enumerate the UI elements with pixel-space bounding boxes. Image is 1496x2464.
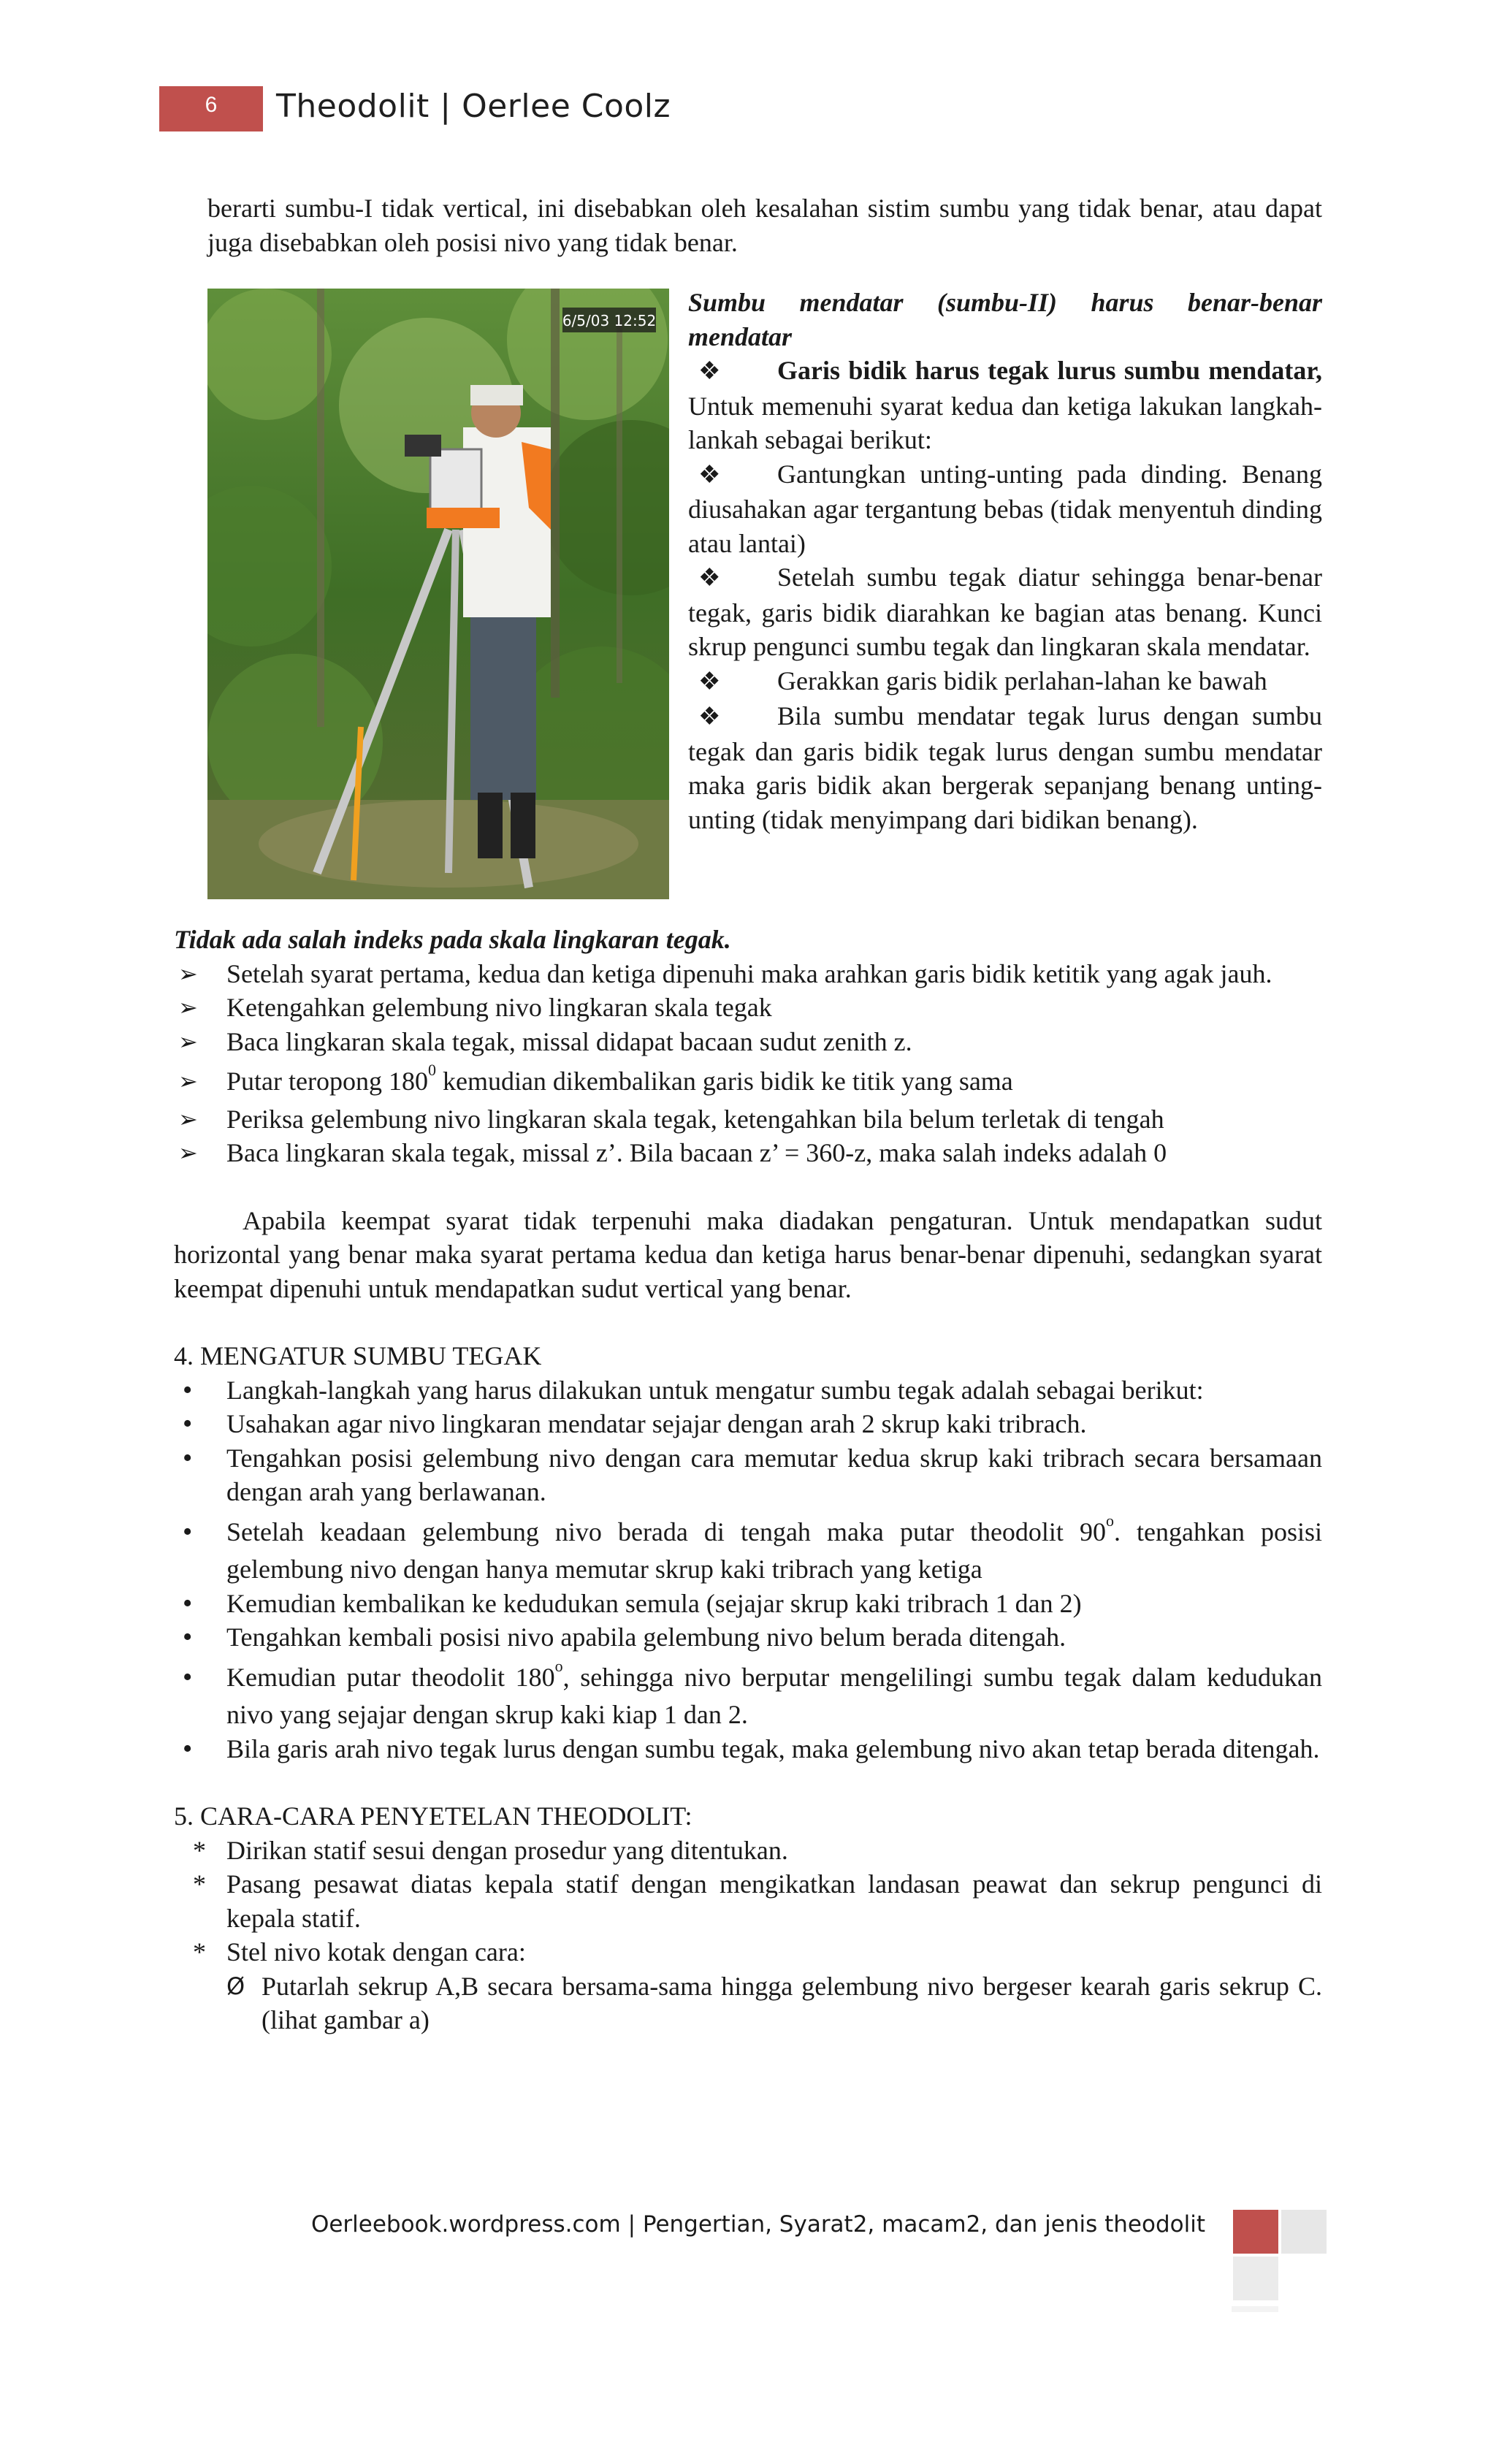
footer-decor-square [1233,2210,1278,2254]
header-title: Theodolit | Oerlee Coolz [276,88,671,125]
page-content [174,191,1322,2037]
intro-paragraph: berarti sumbu-I tidak vertical, ini disebabkan oleh kesalahan sistim sumbu yang tidak benar, atau dapat juga disebabkan oleh posisi nivo yang tidak benar. [207,194,1322,257]
axis2-item: ❖ Garis bidik harus tegak lurus sumbu mendatar, Untuk memenuhi syarat kedua dan ketiga lakukan langkah-lankah sebagai berikut: [688,356,1322,454]
list-item: • Tengahkan posisi gelembung nivo dengan cara memutar kedua skrup kaki tribrach secara bersamaan dengan arah yang berlawanan. [174,1441,1322,1509]
diamond-bullet-icon: ❖ [698,461,721,489]
axis2-section [174,286,1322,923]
section4-list [174,1373,1322,1766]
page-footer [0,2210,1496,2312]
footer-text: Oerleebook.wordpress.com | Pengertian, Syarat2, macam2, dan jenis theodolit [310,2211,1205,2238]
list-item: • Bila garis arah nivo tegak lurus dengan sumbu tegak, maka gelembung nivo akan tetap berada ditengah. [174,1732,1322,1766]
list-item: • Kemudian putar theodolit 180$^o$, sehingga nivo berputar mengelilingi sumbu tegak dalam kedudukan nivo yang sejajar dengan skrup kaki kiap 1 dan 2. [174,1660,1322,1732]
list-item: ➢ Setelah syarat pertama, kedua dan ketiga dipenuhi maka arahkan garis bidik ketitik yang agak jauh. [174,957,1322,991]
surveyor-photo-illustration [207,289,669,899]
index-heading: Tidak ada salah indeks pada skala lingkaran tegak. [174,925,731,954]
surveyor-photo [207,289,669,899]
footer-decor-line [1232,2306,1278,2312]
list-item: ➢ Putar teropong $180^0$ kemudian dikembalikan garis bidik ke titik yang sama [174,1064,1322,1102]
list-item: * Dirikan statif sesui dengan prosedur yang ditentukan. [193,1835,788,1865]
diamond-bullet-icon: ❖ [698,703,721,731]
axis2-item: ❖ Bila sumbu mendatar tegak lurus dengan sumbu tegak dan garis bidik tegak lurus dengan sumbu mendatar maka garis bidik akan bergerak sepanjang benang unting-unting (tidak menyimpang dari bidikan benang). [688,701,1322,834]
page-number: 6 [159,86,263,131]
axis2-text [688,286,1322,836]
diamond-bullet-icon: ❖ [698,668,721,695]
footer-decor-square [1233,2257,1278,2300]
list-item: • Usahakan agar nivo lingkaran mendatar sejajar dengan arah 2 skrup kaki tribrach. [174,1407,1322,1441]
axis2-heading: Sumbu mendatar (sumbu-II) harus benar-benar mendatar [688,288,1322,351]
adjust-paragraph: Apabila keempat syarat tidak terpenuhi maka diadakan pengaturan. Untuk mendapatkan sudut horizontal yang benar maka syarat pertama kedua dan ketiga harus benar-benar dipenuhi, sedangkan syarat keempat dipenuhi untuk mendapatkan sudut vertical yang benar. [174,1205,1322,1303]
list-item: ➢ Baca lingkaran skala tegak, missal didapat bacaan sudut zenith z. [174,1025,1322,1059]
list-item: * Stel nivo kotak dengan cara: [193,1937,526,1967]
axis2-item: ❖ Setelah sumbu tegak diatur sehingga benar-benar tegak, garis bidik diarahkan ke bagian atas benang. Kunci skrup pengunci sumbu tegak dan lingkaran skala mendatar. [688,562,1322,661]
axis2-item: ❖ Gerakkan garis bidik perlahan-lahan ke bawah [688,664,1322,700]
list-item: ➢ Periksa gelembung nivo lingkaran skala tegak, ketengahkan bila belum terletak di tengah [174,1102,1322,1137]
section5-heading: 5. CARA-CARA PENYETELAN THEODOLIT: [174,1801,692,1831]
list-item: ➢ Ketengahkan gelembung nivo lingkaran skala tegak [174,991,1322,1025]
axis2-item: ❖ Gantungkan unting-unting pada dinding. Benang diusahakan agar tergantung bebas (tidak menyentuh dinding atau lantai) [688,459,1322,558]
list-item: • Tengahkan kembali posisi nivo apabila gelembung nivo belum berada ditengah. [174,1620,1322,1655]
list-item: • Langkah-langkah yang harus dilakukan untuk mengatur sumbu tegak adalah sebagai berikut: [174,1373,1322,1408]
list-item: ➢ Baca lingkaran skala tegak, missal z’. Bila bacaan z’ = 360-z, maka salah indeks adalah 0 [174,1136,1322,1170]
footer-decor-square [1281,2210,1327,2254]
list-item: • Kemudian kembalikan ke kedudukan semula (sejajar skrup kaki tribrach 1 dan 2) [174,1587,1322,1621]
list-item: * Pasang pesawat diatas kepala statif dengan mengikatkan landasan peawat dan sekrup pengunci di kepala statif. [193,1869,1322,1933]
list-item: • Setelah keadaan gelembung nivo berada di tengah maka putar theodolit 90$^o$. tengahkan posisi gelembung nivo dengan hanya memutar skrup kaki tribrach yang ketiga [174,1515,1322,1587]
index-list [174,957,1322,1170]
section5-sub-item: Ø Putarlah sekrup A,B secara bersama-sama hingga gelembung nivo bergeser kearah garis sekrup C. (lihat gambar a) [226,1971,1322,2034]
photo-timestamp: 6/5/03 12:52 [562,312,657,329]
diamond-bullet-icon: ❖ [698,358,721,385]
section4-heading: 4. MENGATUR SUMBU TEGAK [174,1341,542,1370]
section5-list [174,1834,1322,1969]
page-header [0,86,1496,133]
diamond-bullet-icon: ❖ [698,565,721,592]
